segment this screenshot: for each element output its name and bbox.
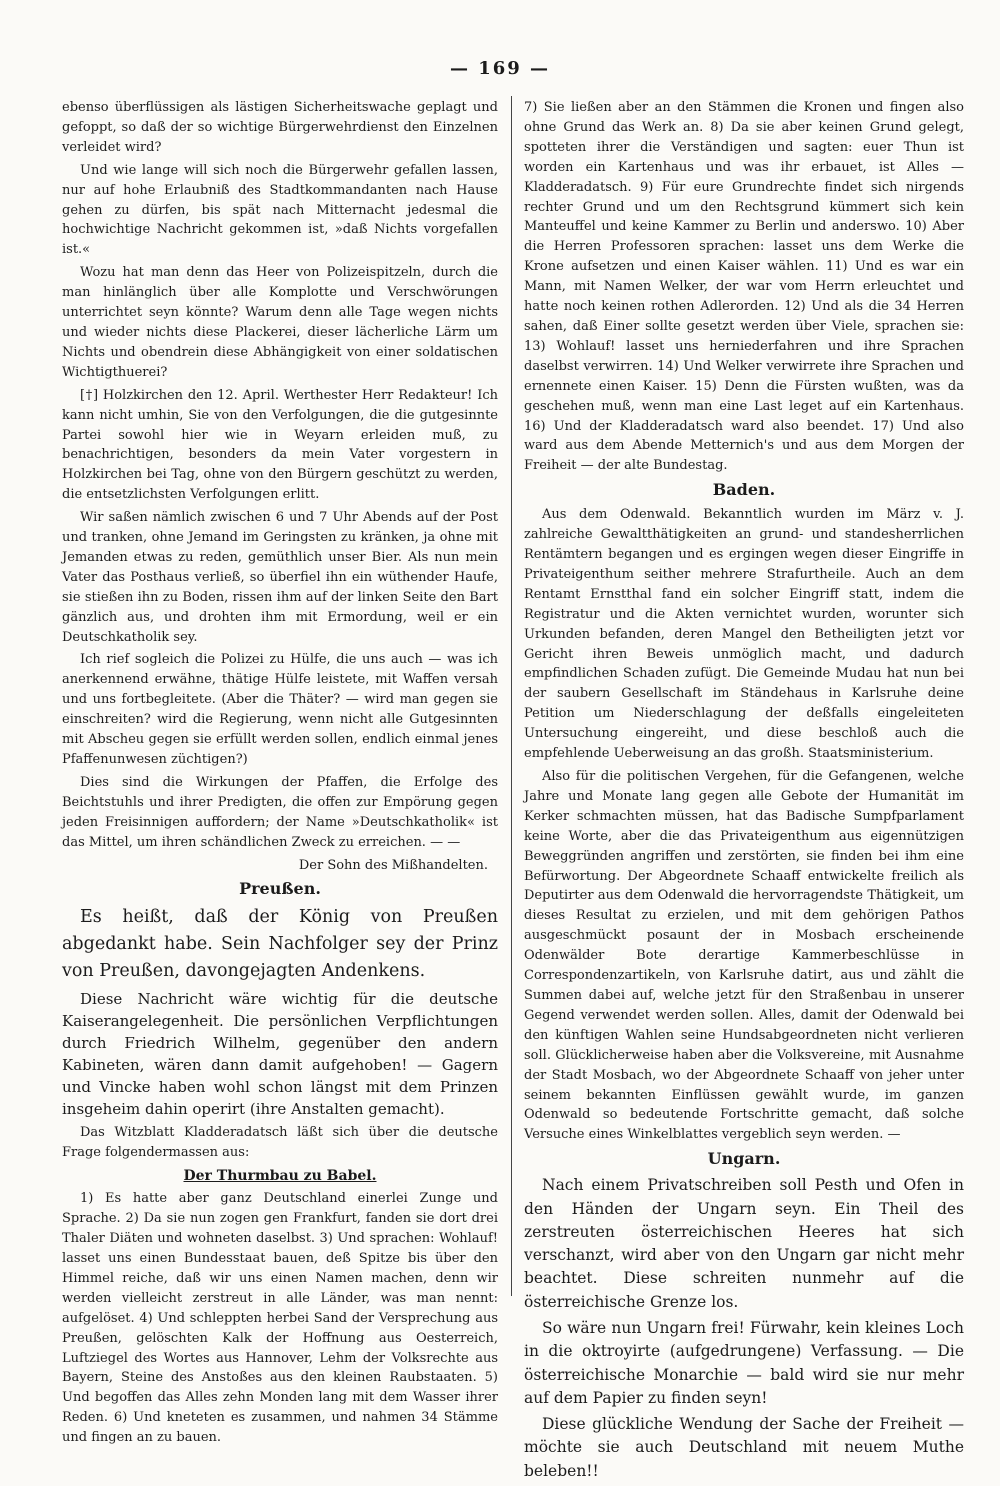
paragraph: Wozu hat man denn das Heer von Polizeispitzeln, durch die man hinlänglich über alle Komplotte und Verschwörungen unterrichtet seyn könnte? Warum denn alle Tage wegen nichts und wieder nichts diese Plackerei, dieser lächerliche Lärm um Nichts und obendrein diese Abhängigkeit von einer soldatischen Wichtigthuerei?	[62, 265, 498, 380]
paragraph: Dies sind die Wirkungen der Pfaffen, die Erfolge des Beichtstuhls und ihrer Predigten, die offen zur Empörung gegen jeden Freisinnigen auffordern; der Name »Deutschkatholik« ist das Mittel, um ihren schändlichen Zweck zu erreichen. — —	[62, 774, 498, 850]
paragraph: Wir saßen nämlich zwischen 6 und 7 Uhr Abends auf der Post und tranken, ohne Jemand im Geringsten zu kränken, ja ohne mit Jemanden etwas zu reden, gemüthlich unser Bier. Als nun mein Vater das Posthaus verließ, so überfiel ihn ein wüthender Haufe, sie stießen ihn zu Boden, rissen ihm auf der linken Seite den Bart gänzlich aus, und drohten ihm mit Ermordung, weil er ein Deutschkatholik sey.	[62, 510, 498, 645]
paragraph: Also für die politischen Vergehen, für die Gefangenen, welche Jahre und Monate lang gegen alle Gebote der Humanität im Kerker schmachten müssen, hat das Badische Sumpfparlament keine Worte, aber die das Privateigenthum aus eigennützigen Beweggründen angriffen und zerstörten, sie finden bei ihm eine Befürwortung. Der Abgeordnete Schaaff entwickelte freilich als Deputirter aus dem Odenwald die hervorragendste Thätigkeit, um dieses Resultat zu erzielen, und mit dem gehörigen Pathos ausgeschmückt posaunt der in Mosbach erscheinende Odenwälder Bote derartige Kammerbeschlüsse in Correspondenzartikeln, von Karlsruhe datirt, aus und zählt die Summen dabei auf, welche jetzt für den Straßenbau in unserer Gegend verwendet werden sollen. Alles, damit der Odenwald bei den künftigen Wahlen seine Hundsabgeordneten nicht verlieren soll. Glücklicherweise haben aber die Volksvereine, mit Ausnahme der Stadt Mosbach, wo der Abgeordnete Schaaff von jeher unter seinem bekannten Einflüssen gewählt wurde, im ganzen Odenwald so bedeutende Fortschritte gemacht, daß solche Versuche eines Winkelblattes vergeblich seyn werden. —	[524, 769, 964, 1143]
column-divider	[511, 96, 512, 1296]
page-number: — 169 —	[449, 58, 551, 79]
section-heading-baden: Baden.	[712, 480, 776, 500]
holzkirchen-report: [†] Holzkirchen den 12. April. Werthester Herr Redakteur! Ich kann nicht umhin, Sie von den Verfolgungen, die die gutgesinnte Partei sowohl hier wie in Weyarn erleiden muß, zu benachrichtigen, besonders da mein Vater vorgestern in Holzkirchen bei Tag, ohne von den Bürgern geschützt zu werden, die entsetzlichsten Verfolgungen erlitt.	[62, 387, 498, 503]
paragraph: Nach einem Privatschreiben soll Pesth und Ofen in den Händen der Ungarn seyn. Ein Theil des zerstreuten österreichischen Heeres hat sich verschanzt, wird aber von den Ungarn gar nicht mehr beachtet. Diese schreiten nunmehr auf die österreichische Grenze los.	[524, 1176, 964, 1311]
paragraph: ebenso überflüssigen als lästigen Sicherheitswache geplagt und gefoppt, so daß der so wichtige Bürgerwehrdienst den Einzelnen verleidet wird?	[62, 100, 498, 155]
left-column	[62, 98, 498, 1451]
paragraph: Diese glückliche Wendung der Sache der Freiheit — möchte sie auch Deutschland mit neuem Muthe beleben!!	[524, 1415, 964, 1480]
paragraph: 7) Sie ließen aber an den Stämmen die Kronen und fingen also ohne Grund das Werk an. 8) Da sie aber keinen Grund gelegt, spotteten ihrer die Verständigen und sagten: euer Thun ist worden ein Kartenhaus und was ihr erbauet, ist Alles — Kladderadatsch. 9) Für eure Grundrechte findet sich nirgends rechter Grund und um den Rechtsgrund kümmert sich kein Manteuffel und keine Kammer zu Berlin und anderswo. 10) Aber die Herren Professoren sprachen: lasset uns dem Werke die Krone aufsetzen und einen Kaiser wählen. 11) Und es war ein Mann, mit Namen Welker, der war vom Herrn erleuchtet und hatte noch keinen rothen Adlerorden. 12) Und als die 34 Herren sahen, daß Einer sollte gesetzt werden über Viele, sprachen sie: 13) Wohlauf! lasset uns herniederfahren und ihre Sprachen daselbst verwirren. 14) Und Welker verwirrete ihre Sprachen und ernennete einen Kaiser. 15) Denn die Fürsten wußten, was da geschehen muß, wenn man eine Last leget auf ein Kartenhaus. 16) Und der Kladderadatsch ward also beendet. 17) Und also ward aus dem Abende Metternich's und aus dem Morgen der Freiheit — der alte Bundestag.	[524, 100, 964, 474]
paragraph: Und wie lange will sich noch die Bürgerwehr gefallen lassen, nur auf hohe Erlaubniß des Stadtkommandanten nach Hause gehen zu dürfen, bis spät nach Mitternacht jedesmal die hochwichtige Nachricht gekommen ist, »daß Nichts vorgefallen ist.«	[62, 162, 498, 258]
paragraph: Aus dem Odenwald. Bekanntlich wurden im März v. J. zahlreiche Gewaltthätigkeiten an grund- und standesherrlichen Rentämtern begangen und es ergingen wegen dieser Eingriffe in Privateigenthum seither mehrere Strafurtheile. Auch an dem Rentamt Ernstthal fand ein solcher Eingriff statt, indem die Registratur und die Akten vernichtet wurden, worunter sich Urkunden befanden, deren Mangel den Betheiligten jetzt vor Gericht ihren Beweis unmöglich macht, und dadurch empfindlichen Schaden zufügt. Die Gemeinde Mudau hat nun bei der saubern Gesellschaft im Ständehaus in Karlsruhe deine Petition um Niederschlagung der deßfalls eingeleiteten Untersuchung eingereiht, und diese beschloß auch die empfehlende Ueberweisung an das großh. Staatsministerium.	[524, 507, 964, 762]
paragraph: Ich rief sogleich die Polizei zu Hülfe, die uns auch — was ich anerkennend erwähne, thätige Hülfe leistete, mit Waffen versah und uns fortbegleitete. (Aber die Thäter? — wird man gegen sie einschreiten? wird die Regierung, wenn nicht alle Gutgesinnten mit Abscheu gegen sie erfüllt werden sollen, endlich einmal jenes Pfaffenunwesen züchtigen?)	[62, 652, 498, 767]
article-title-thurmbau: Der Thurmbau zu Babel.	[183, 1168, 377, 1185]
paragraph: 1) Es hatte aber ganz Deutschland einerlei Zunge und Sprache. 2) Da sie nun zogen gen Frankfurt, fanden sie dort drei Thaler Diäten und wohneten daselbst. 3) Und sprachen: Wohlauf! lasset uns einen Bundesstaat bauen, deß Spitze bis über den Himmel reiche, daß wir uns einen Namen machen, denn wir werden vielleicht zerstreut in alle Länder, was man nennt: aufgelöset. 4) Und schleppten herbei Sand der Versprechung aus Preußen, gelöschten Kalk der Hoffnung aus Oesterreich, Luftziegel des Wortes aus Hannover, Lehm der Volksrechte aus Bayern, Steine des Anstoßes aus den kleinen Raubstaaten. 5) Und begoffen das Alles zehn Monden lang mit dem Wasser ihrer Reden. 6) Und kneteten es zusammen, und nahmen 34 Stämme und fingen an zu bauen.	[62, 1191, 498, 1446]
paragraph: Das Witzblatt Kladderadatsch läßt sich über die deutsche Frage folgendermassen aus:	[62, 1125, 498, 1161]
section-heading-preussen: Preußen.	[239, 879, 321, 899]
lead-paragraph: Es heißt, daß der König von Preußen abgedankt habe. Sein Nachfolger sey der Prinz von Preußen, davongejagten Andenkens.	[62, 907, 498, 982]
paragraph: So wäre nun Ungarn frei! Fürwahr, kein kleines Loch in die oktroyirte (aufgedrungene) Verfassung. — Die österreichische Monarchie — bald wird sie nur mehr auf dem Papier zu finden seyn!	[524, 1319, 964, 1407]
signature: Der Sohn des Mißhandelten.	[298, 857, 488, 873]
section-heading-ungarn: Ungarn.	[707, 1149, 781, 1169]
right-column	[524, 98, 964, 1486]
paragraph: Diese Nachricht wäre wichtig für die deutsche Kaiserangelegenheit. Die persönlichen Verpflichtungen durch Friedrich Wilhelm, gegenüber den andern Kabineten, wären dann damit aufgehoben! — Gagern und Vincke haben wohl schon längst mit dem Prinzen insgeheim dahin operirt (ihre Anstalten gemacht).	[62, 990, 498, 1119]
